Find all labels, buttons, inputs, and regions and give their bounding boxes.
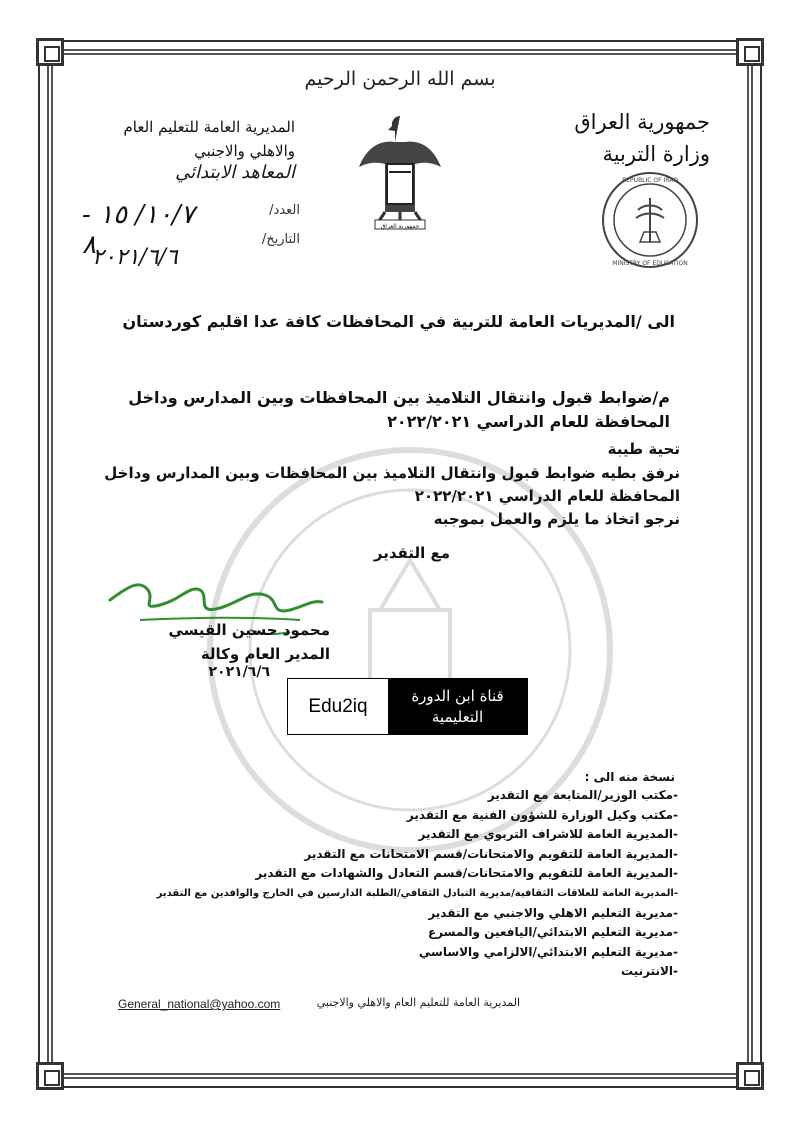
copies-list	[118, 786, 678, 982]
basmala: بسم الله الرحمن الرحيم	[304, 68, 496, 90]
signatory-title: المدير العام وكالة	[200, 645, 330, 663]
channel-badge	[287, 678, 528, 735]
list-item: -مديرية التعليم الابتدائي/اليافعين والمسرع	[427, 925, 678, 940]
addressee-line: الى /المديريات العامة للتربية في المحافظات كافة عدا اقليم كوردستان	[122, 312, 675, 331]
issuer-block	[510, 106, 710, 170]
country-name: جمهورية العراق	[574, 110, 710, 134]
ministry-name: وزارة التربية	[602, 142, 710, 166]
corner-ornament-top-left	[36, 38, 64, 66]
list-item: -مديرية التعليم الابتدائي/الالزامي والاساسي	[418, 944, 678, 959]
document-date: ٢٠٢١/٦/٦	[92, 245, 178, 270]
attachment-paragraph: نرفق بطيه ضوابط قبول وانتقال التلاميذ بين المحافظات وبين المدارس وداخل المحافظة للعام الدراسي ٢٠٢٢/٢٠٢١	[104, 464, 680, 505]
emblem-caption: جمهورية العراق	[380, 223, 420, 230]
list-item: -مكتب الوزير/المتابعة مع التقدير	[487, 788, 678, 802]
iraq-eagle-emblem-icon	[355, 112, 445, 232]
reference-number: ١٠/٧/ ١٥ - ٨	[82, 200, 195, 260]
ministry-seal-icon	[600, 170, 700, 270]
copies-heading: نسخة منه الى :	[584, 770, 675, 784]
request-line: نرجو اتخاذ ما يلزم والعمل بموجبه	[433, 510, 680, 528]
list-item: -مكتب وكيل الوزارة للشؤون الفنية مع التقدير	[406, 807, 678, 822]
subject-line: م/ضوابط قبول وانتقال التلاميذ بين المحافظات وبين المدارس وداخل المحافظة للعام الدراسي ٢٠٢٢/٢٠٢١	[128, 388, 670, 431]
list-item: -المديرية العامة للتقويم والامتحانات/قسم التعادل والشهادات مع التقدير	[255, 866, 678, 881]
directorate-line-2: والاهلي والاجنبي	[194, 142, 295, 160]
brand-label: Edu2iq	[288, 679, 388, 734]
list-item: -مديرية التعليم الاهلي والاجنبي مع التقدير	[428, 905, 678, 920]
signature-date: ٢٠٢١/٦/٦	[208, 664, 270, 680]
corner-ornament-bottom-left	[36, 1062, 64, 1090]
directorate-block	[95, 115, 295, 163]
signatory-name: محمود حسين القيسي	[168, 621, 330, 639]
corner-ornament-bottom-right	[736, 1062, 764, 1090]
corner-ornament-top-right	[736, 38, 764, 66]
list-item: -المديرية العامة للاشراف التربوي مع التقدير	[418, 827, 678, 842]
list-item: -الانترنيت	[620, 964, 678, 979]
seal-text-top: REPUBLIC OF IRAQ	[622, 177, 678, 184]
channel-line-2: التعليمية	[431, 707, 484, 726]
signatory-block	[100, 618, 330, 666]
list-item: -المديرية العامة للتقويم والامتحانات/قسم الامتحانات مع التقدير	[304, 846, 678, 861]
greeting: تحية طيبة	[607, 440, 680, 458]
number-label: العدد/	[269, 203, 300, 218]
directorate-line-1: المديرية العامة للتعليم العام	[123, 118, 295, 136]
date-label: التاريخ/	[261, 232, 300, 247]
seal-text-bottom: MINISTRY OF EDUCATION	[612, 260, 688, 267]
closing-regards: مع التقدير	[373, 544, 450, 562]
handwritten-department: المعاهد الابتدائي	[175, 162, 295, 183]
footer-directorate: المديرية العامة للتعليم العام والاهلي والاجنبي	[316, 996, 520, 1009]
footer-email-link[interactable]: General_national@yahoo.com	[118, 997, 281, 1011]
channel-line-1: قناة ابن الدورة	[411, 686, 504, 705]
list-item: -المديرية العامة للعلاقات الثقافية/مديرية التبادل الثقافي/الطلبة الدارسين في الخارج والوافدين مع التقدير	[156, 887, 678, 899]
channel-label	[388, 679, 527, 734]
